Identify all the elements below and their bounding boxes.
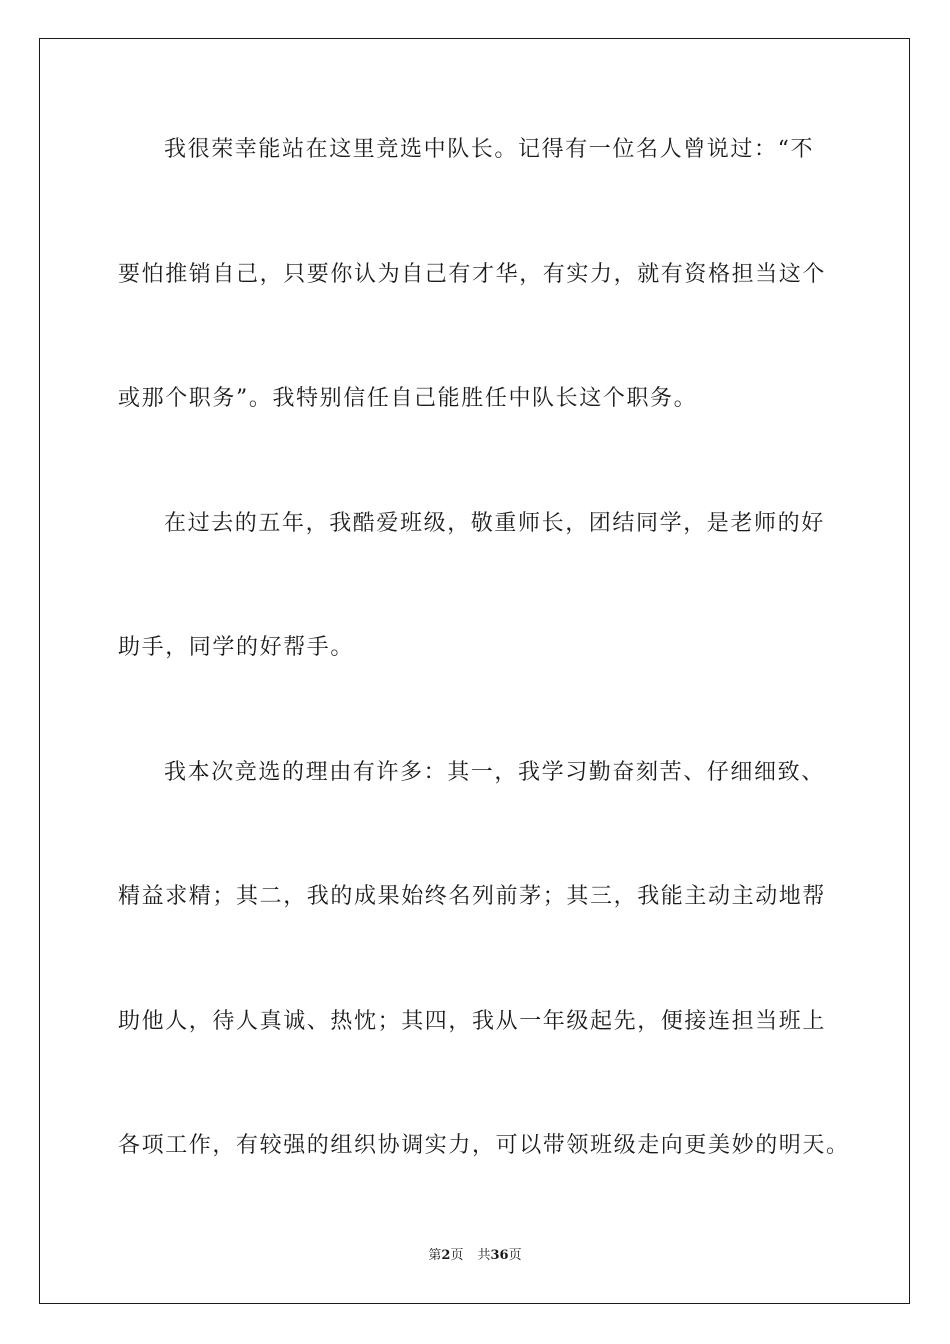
- paragraph-1-line-3: 或那个职务”。我特别信任自己能胜任中队长这个职务。: [118, 386, 698, 411]
- footer-total-pages: 36: [490, 1248, 509, 1263]
- page-footer: [0, 1247, 950, 1265]
- footer-page-suffix: 页: [450, 1248, 464, 1263]
- paragraph-2-line-2: 助手，同学的好帮手。: [118, 635, 355, 660]
- paragraph-3-line-4: 各项工作，有较强的组织协调实力，可以带领班级走向更美妙的明天。: [118, 1133, 850, 1158]
- paragraph-1-line-1: 我很荣幸能站在这里竞选中队长。记得有一位名人曾说过：“不: [164, 137, 815, 162]
- paragraph-3-line-1: 我本次竞选的理由有许多：其一，我学习勤奋刻苦、仔细细致、: [164, 760, 825, 785]
- footer-page-number: 2: [441, 1248, 451, 1263]
- paragraph-3-line-3: 助他人，待人真诚、热忱；其四，我从一年级起先，便接连担当班上: [118, 1009, 827, 1034]
- paragraph-3-line-2: 精益求精；其二，我的成果始终名列前茅；其三，我能主动主动地帮: [118, 884, 827, 909]
- footer-total-prefix: 共: [477, 1248, 491, 1263]
- footer-total-suffix: 页: [508, 1248, 522, 1263]
- page-border: [39, 38, 910, 1304]
- paragraph-2-line-1: 在过去的五年，我酷爱班级，敬重师长，团结同学，是老师的好: [164, 511, 825, 536]
- footer-page-prefix: 第: [428, 1248, 442, 1263]
- paragraph-1-line-2: 要怕推销自己，只要你认为自己有才华，有实力，就有资格担当这个: [118, 262, 827, 287]
